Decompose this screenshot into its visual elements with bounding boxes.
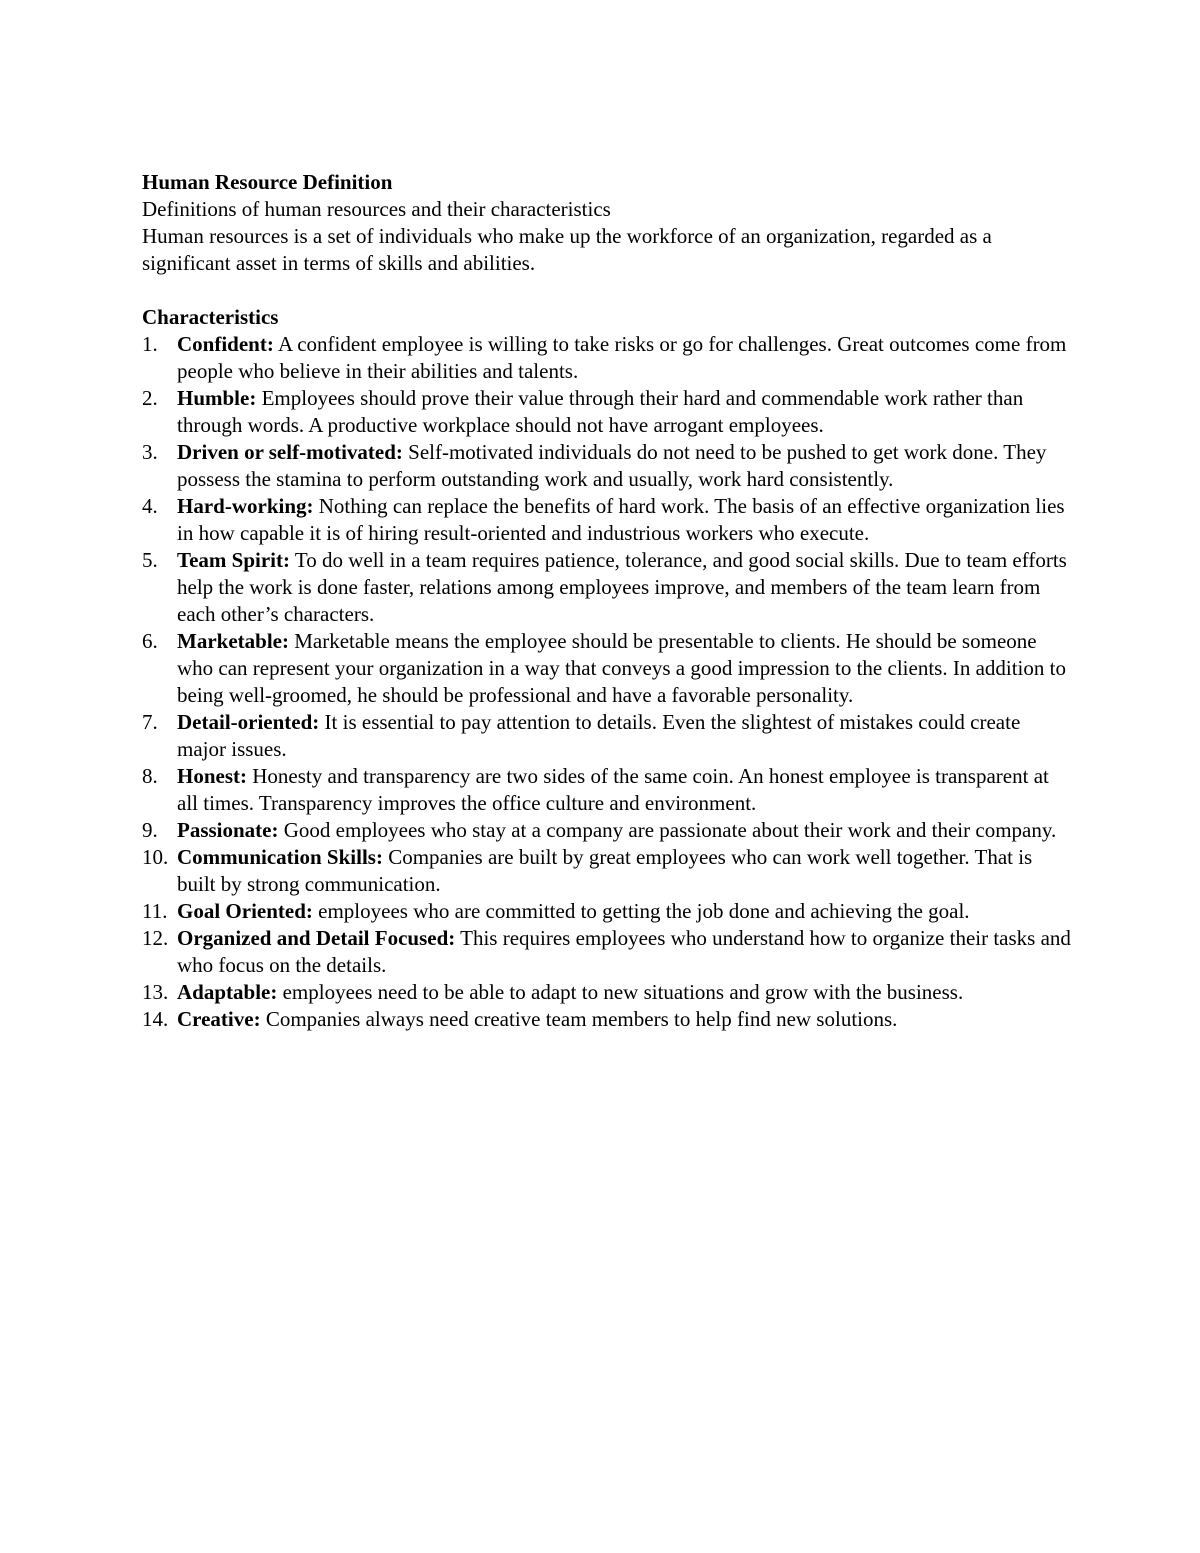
characteristic-number: 12. bbox=[142, 926, 169, 950]
document-subtitle: Definitions of human resources and their characteristics bbox=[142, 197, 611, 221]
characteristic-item bbox=[142, 385, 1072, 439]
characteristic-item bbox=[142, 331, 1072, 385]
characteristic-description: It is essential to pay attention to details. Even the slightest of mistakes could create major issues. bbox=[177, 710, 1021, 761]
characteristics-list bbox=[142, 331, 1072, 1033]
characteristic-number: 3. bbox=[142, 440, 158, 464]
characteristic-number: 2. bbox=[142, 386, 158, 410]
characteristic-number: 10. bbox=[142, 845, 169, 869]
characteristic-term: Humble: bbox=[177, 386, 257, 410]
characteristic-term: Confident: bbox=[177, 332, 274, 356]
characteristic-description: Good employees who stay at a company are passionate about their work and their company. bbox=[283, 818, 1057, 842]
document-page bbox=[142, 169, 1072, 1033]
characteristic-term: Communication Skills: bbox=[177, 845, 383, 869]
characteristic-item bbox=[142, 925, 1072, 979]
characteristic-description: Companies always need creative team members to help find new solutions. bbox=[265, 1007, 898, 1031]
characteristic-term: Team Spirit: bbox=[177, 548, 290, 572]
characteristic-description: Marketable means the employee should be presentable to clients. He should be someone who can represent your organization in a way that conveys a good impression to the clients. In addition to being well-groomed, he should be professional and have a favorable personality. bbox=[177, 629, 1066, 707]
characteristic-number: 11. bbox=[142, 899, 168, 923]
characteristic-term: Hard-working: bbox=[177, 494, 314, 518]
characteristic-term: Marketable: bbox=[177, 629, 289, 653]
characteristic-description: employees need to be able to adapt to new situations and grow with the business. bbox=[282, 980, 964, 1004]
characteristic-number: 5. bbox=[142, 548, 158, 572]
characteristic-number: 6. bbox=[142, 629, 158, 653]
characteristic-item bbox=[142, 1006, 1072, 1033]
characteristic-item bbox=[142, 817, 1072, 844]
characteristic-number: 7. bbox=[142, 710, 158, 734]
characteristics-heading: Characteristics bbox=[142, 305, 279, 329]
characteristic-number: 1. bbox=[142, 332, 158, 356]
characteristic-description: A confident employee is willing to take risks or go for challenges. Great outcomes come from people who believe in their abilities and talents. bbox=[177, 332, 1067, 383]
characteristic-description: employees who are committed to getting the job done and achieving the goal. bbox=[318, 899, 970, 923]
characteristic-number: 13. bbox=[142, 980, 169, 1004]
definition-paragraph: Human resources is a set of individuals who make up the workforce of an organization, regarded as a significant asset in terms of skills and abilities. bbox=[142, 224, 992, 275]
characteristic-item bbox=[142, 844, 1072, 898]
characteristic-description: To do well in a team requires patience, tolerance, and good social skills. Due to team efforts help the work is done faster, relations among employees improve, and members of the team learn from each other’s characters. bbox=[177, 548, 1067, 626]
characteristic-term: Passionate: bbox=[177, 818, 279, 842]
characteristic-number: 8. bbox=[142, 764, 158, 788]
document-title: Human Resource Definition bbox=[142, 170, 393, 194]
characteristic-item bbox=[142, 439, 1072, 493]
characteristic-item bbox=[142, 493, 1072, 547]
characteristic-number: 4. bbox=[142, 494, 158, 518]
characteristic-item bbox=[142, 763, 1072, 817]
characteristic-term: Creative: bbox=[177, 1007, 261, 1031]
characteristic-description: Honesty and transparency are two sides of the same coin. An honest employee is transparent at all times. Transparency improves the office culture and environment. bbox=[177, 764, 1049, 815]
characteristic-term: Goal Oriented: bbox=[177, 899, 313, 923]
paragraph-spacer bbox=[142, 277, 1072, 304]
characteristic-number: 9. bbox=[142, 818, 158, 842]
characteristic-description: Nothing can replace the benefits of hard work. The basis of an effective organization lies in how capable it is of hiring result-oriented and industrious workers who execute. bbox=[177, 494, 1065, 545]
characteristic-item bbox=[142, 547, 1072, 628]
characteristic-term: Driven or self-motivated: bbox=[177, 440, 403, 464]
characteristic-term: Organized and Detail Focused: bbox=[177, 926, 456, 950]
characteristic-description: Self-motivated individuals do not need to be pushed to get work done. They possess the stamina to perform outstanding work and usually, work hard consistently. bbox=[177, 440, 1047, 491]
characteristic-term: Detail-oriented: bbox=[177, 710, 320, 734]
characteristic-item bbox=[142, 628, 1072, 709]
characteristic-item bbox=[142, 898, 1072, 925]
characteristic-description: This requires employees who understand how to organize their tasks and who focus on the details. bbox=[177, 926, 1071, 977]
characteristic-item bbox=[142, 709, 1072, 763]
characteristic-term: Honest: bbox=[177, 764, 247, 788]
characteristic-number: 14. bbox=[142, 1007, 169, 1031]
characteristic-description: Companies are built by great employees who can work well together. That is built by strong communication. bbox=[177, 845, 1033, 896]
characteristic-description: Employees should prove their value through their hard and commendable work rather than through words. A productive workplace should not have arrogant employees. bbox=[177, 386, 1024, 437]
characteristic-term: Adaptable: bbox=[177, 980, 278, 1004]
characteristic-item bbox=[142, 979, 1072, 1006]
